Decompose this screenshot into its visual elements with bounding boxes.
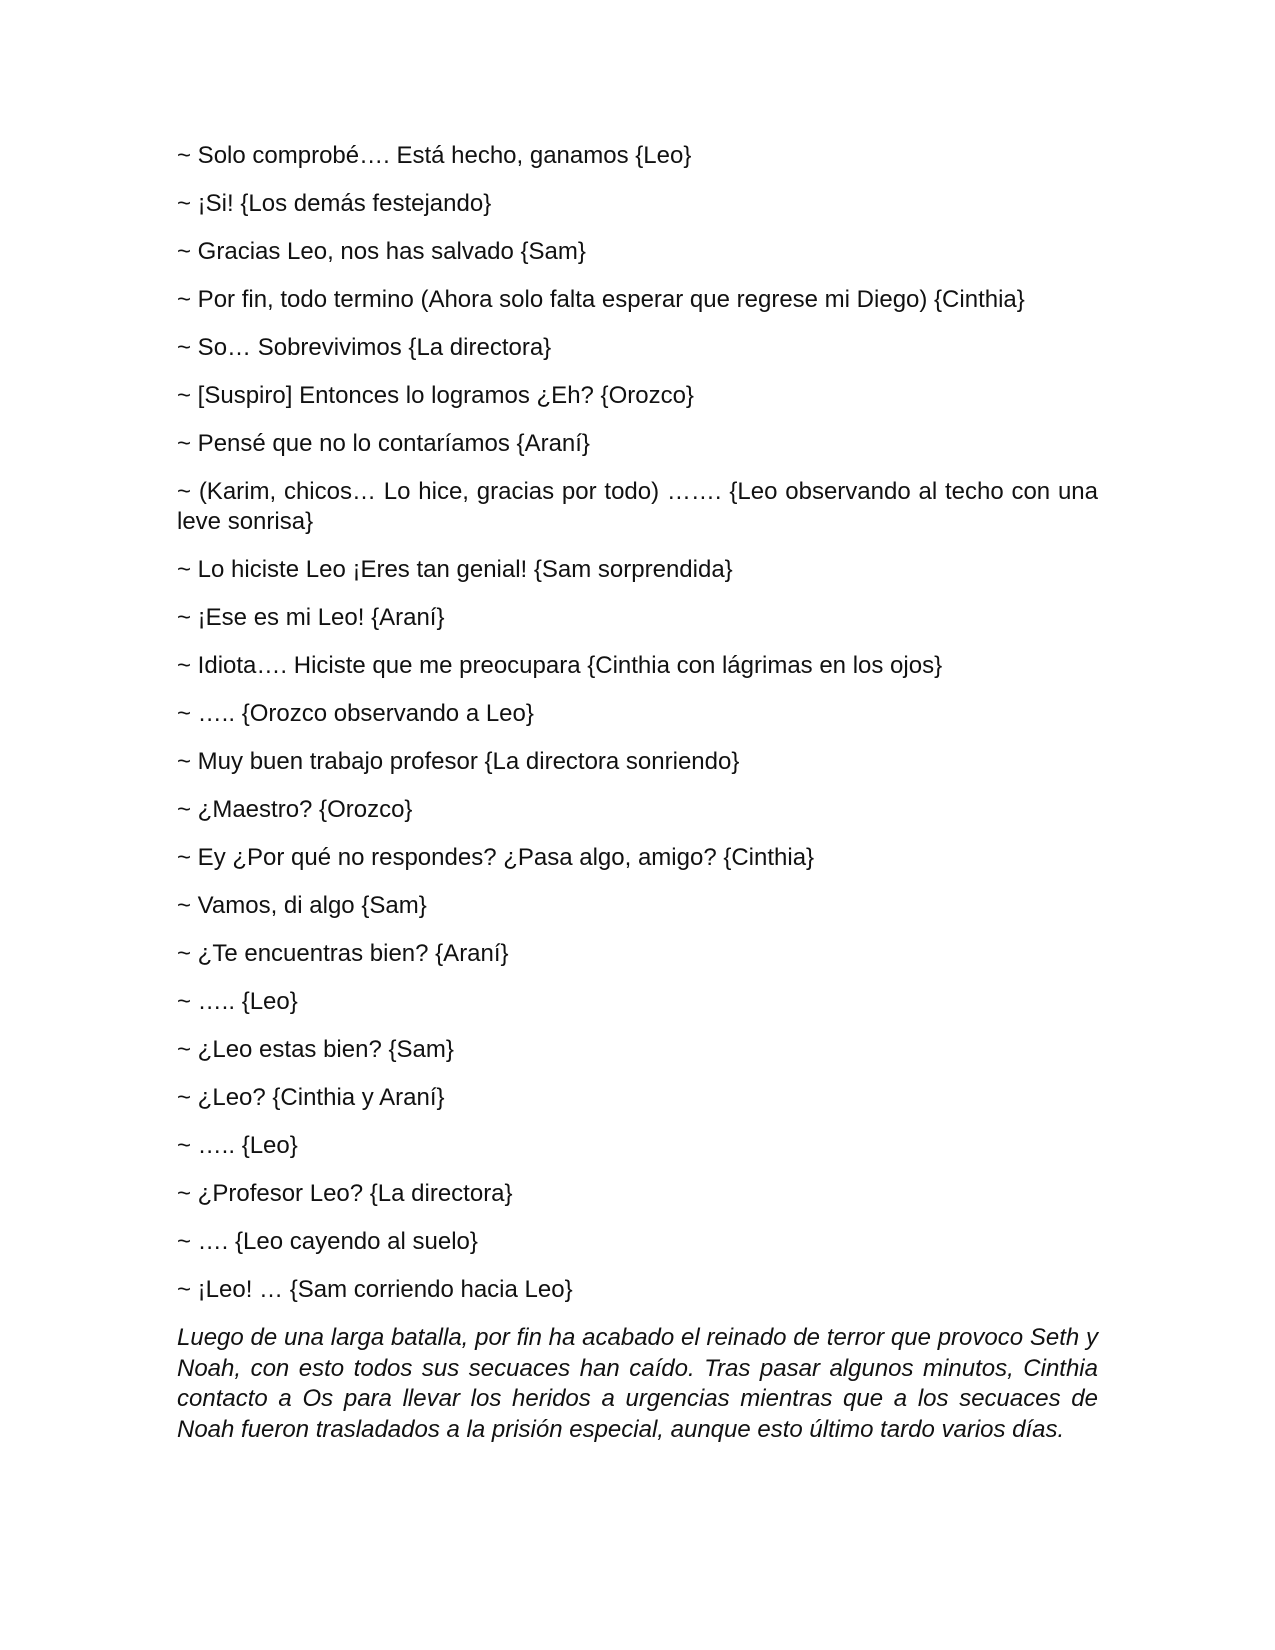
document-body (177, 141, 1098, 1445)
dialogue-line: ~ Vamos, di algo {Sam} (177, 892, 427, 919)
dialogue-line: ~ ¡Ese es mi Leo! {Araní} (177, 604, 445, 631)
dialogue-line: ~ Pensé que no lo contaríamos {Araní} (177, 430, 590, 457)
dialogue-line: ~ Muy buen trabajo profesor {La directora sonriendo} (177, 748, 740, 775)
dialogue-line: ~ Idiota…. Hiciste que me preocupara {Cinthia con lágrimas en los ojos} (177, 652, 943, 679)
dialogue-line: ~ ….. {Leo} (177, 988, 298, 1015)
dialogue-line: ~ Solo comprobé…. Está hecho, ganamos {Leo} (177, 142, 692, 169)
dialogue-line: ~ Por fin, todo termino (Ahora solo falta esperar que regrese mi Diego) {Cinthia} (177, 286, 1025, 313)
dialogue-line: ~ ¿Te encuentras bien? {Araní} (177, 940, 509, 967)
dialogue-line: ~ ¡Si! {Los demás festejando} (177, 190, 492, 217)
dialogue-line: ~ [Suspiro] Entonces lo logramos ¿Eh? {Orozco} (177, 382, 694, 409)
dialogue-line: ~ ¿Leo estas bien? {Sam} (177, 1036, 454, 1063)
dialogue-line: ~ ¿Maestro? {Orozco} (177, 796, 413, 823)
dialogue-line: ~ ….. {Orozco observando a Leo} (177, 700, 534, 727)
dialogue-line: ~ (Karim, chicos… Lo hice, gracias por todo) ……. {Leo observando al techo con una leve sonrisa} (177, 478, 1098, 535)
dialogue-line: ~ ¡Leo! … {Sam corriendo hacia Leo} (177, 1276, 573, 1303)
narration-paragraph: Luego de una larga batalla, por fin ha acabado el reinado de terror que provoco Seth y Noah, con esto todos sus secuaces han caído. Tras pasar algunos minutos, Cinthia contacto a Os para llevar los heridos a urgencias mientras que a los secuaces de Noah fueron trasladados a la prisión especial, aunque esto último tardo varios días. (177, 1324, 1098, 1443)
dialogue-line: ~ ¿Leo? {Cinthia y Araní} (177, 1084, 445, 1111)
dialogue-line: ~ Gracias Leo, nos has salvado {Sam} (177, 238, 586, 265)
dialogue-line: ~ …. {Leo cayendo al suelo} (177, 1228, 478, 1255)
dialogue-line: ~ Ey ¿Por qué no respondes? ¿Pasa algo, amigo? {Cinthia} (177, 844, 815, 871)
dialogue-line: ~ So… Sobrevivimos {La directora} (177, 334, 552, 361)
dialogue-line: ~ Lo hiciste Leo ¡Eres tan genial! {Sam sorprendida} (177, 556, 733, 583)
dialogue-line: ~ ¿Profesor Leo? {La directora} (177, 1180, 513, 1207)
dialogue-line: ~ ….. {Leo} (177, 1132, 298, 1159)
